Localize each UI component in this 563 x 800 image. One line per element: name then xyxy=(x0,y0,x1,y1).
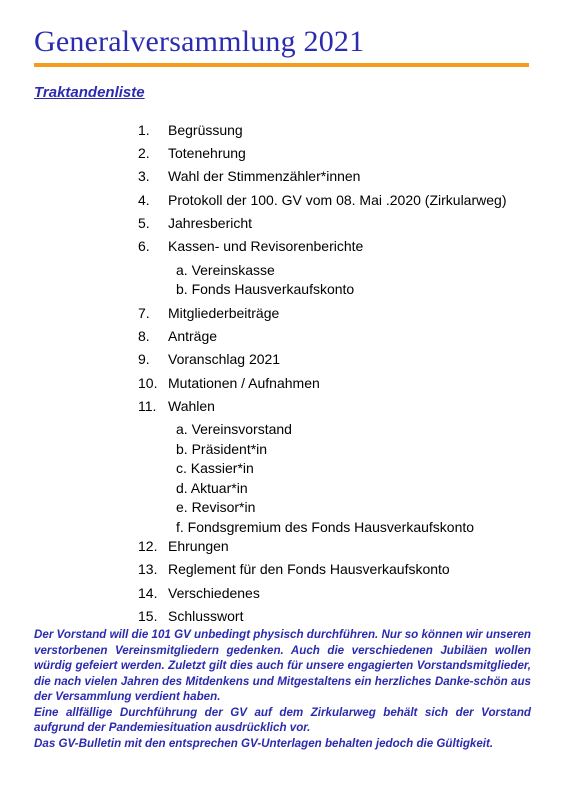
agenda-item-number: 6. xyxy=(138,238,150,254)
notice-paragraph: Eine allfällige Durchführung der GV auf dem Zirkularweg behält sich der Vorstand aufgrund der Pandemiesituation ausdrücklich vor. xyxy=(34,705,531,734)
agenda-subitem: d. Aktuar*in xyxy=(176,480,248,496)
agenda-subitem: b. Fonds Hausverkaufskonto xyxy=(176,281,355,297)
section-heading: Traktandenliste xyxy=(34,84,145,101)
agenda-item-number: 11. xyxy=(138,398,157,414)
agenda-item-text: Schlusswort xyxy=(168,608,244,624)
agenda-item-number: 3. xyxy=(138,168,150,184)
agenda-item-text: Ehrungen xyxy=(168,538,229,554)
page-title: Generalversammlung 2021 xyxy=(34,25,365,58)
agenda-subitem: c. Kassier*in xyxy=(176,460,254,476)
agenda-item-text: Anträge xyxy=(168,328,218,344)
agenda-item-number: 9. xyxy=(138,351,150,367)
notice-text xyxy=(34,627,531,751)
agenda-item-number: 4. xyxy=(138,192,150,208)
agenda-subitem: a. Vereinsvorstand xyxy=(176,421,292,437)
notice-paragraph: Das GV-Bulletin mit den entsprechen GV-Unterlagen behalten jedoch die Gültigkeit. xyxy=(34,736,494,750)
agenda-item-text: Voranschlag 2021 xyxy=(168,351,281,367)
agenda-item-text: Begrüssung xyxy=(168,122,243,138)
agenda-item-number: 7. xyxy=(138,305,150,321)
agenda-subitem: b. Präsident*in xyxy=(176,441,268,457)
agenda-item-number: 14. xyxy=(138,585,158,601)
agenda-item-number: 12. xyxy=(138,538,158,554)
notice-paragraph: Der Vorstand will die 101 GV unbedingt physisch durchführen. Nur so können wir unseren verstorbenen Vereinsmitgliedern gedenken. Auch die verschiedenen Jubiläen wollen würdig gefeiert werden. Zuletzt gilt dies auch für unsere engagierten Vorstandsmitglieder, die nach vielen Jahren des Mitdenkens und Mitgestaltens ein herzliches Danke-schön aus der Versammlung verdient haben. xyxy=(34,628,531,703)
agenda-item-number: 1. xyxy=(138,122,150,138)
agenda-item-text: Wahlen xyxy=(168,398,215,414)
agenda-item-number: 2. xyxy=(138,145,150,161)
agenda-item-number: 8. xyxy=(138,328,150,344)
agenda-item-number: 13. xyxy=(138,561,158,577)
agenda-item-number: 15. xyxy=(138,608,158,624)
agenda-item-number: 10. xyxy=(138,375,158,391)
agenda-item-text: Mutationen / Aufnahmen xyxy=(168,375,320,391)
agenda-subitem: a. Vereinskasse xyxy=(176,262,275,278)
agenda-item-number: 5. xyxy=(138,215,150,231)
agenda-item-text: Totenehrung xyxy=(168,145,246,161)
agenda-item-text: Kassen- und Revisorenberichte xyxy=(168,238,364,254)
agenda-item-text: Verschiedenes xyxy=(168,585,260,601)
agenda-subitem: f. Fondsgremium des Fonds Hausverkaufskonto xyxy=(176,519,475,535)
agenda-item-text: Protokoll der 100. GV vom 08. Mai .2020 (Zirkularweg) xyxy=(168,192,507,208)
agenda-subitem: e. Revisor*in xyxy=(176,499,256,515)
title-divider xyxy=(34,63,529,67)
agenda-item-text: Wahl der Stimmenzähler*innen xyxy=(168,168,361,184)
agenda-item-text: Mitgliederbeiträge xyxy=(168,305,280,321)
agenda-item-text: Jahresbericht xyxy=(168,215,253,231)
agenda-item-text: Reglement für den Fonds Hausverkaufskonto xyxy=(168,561,450,577)
